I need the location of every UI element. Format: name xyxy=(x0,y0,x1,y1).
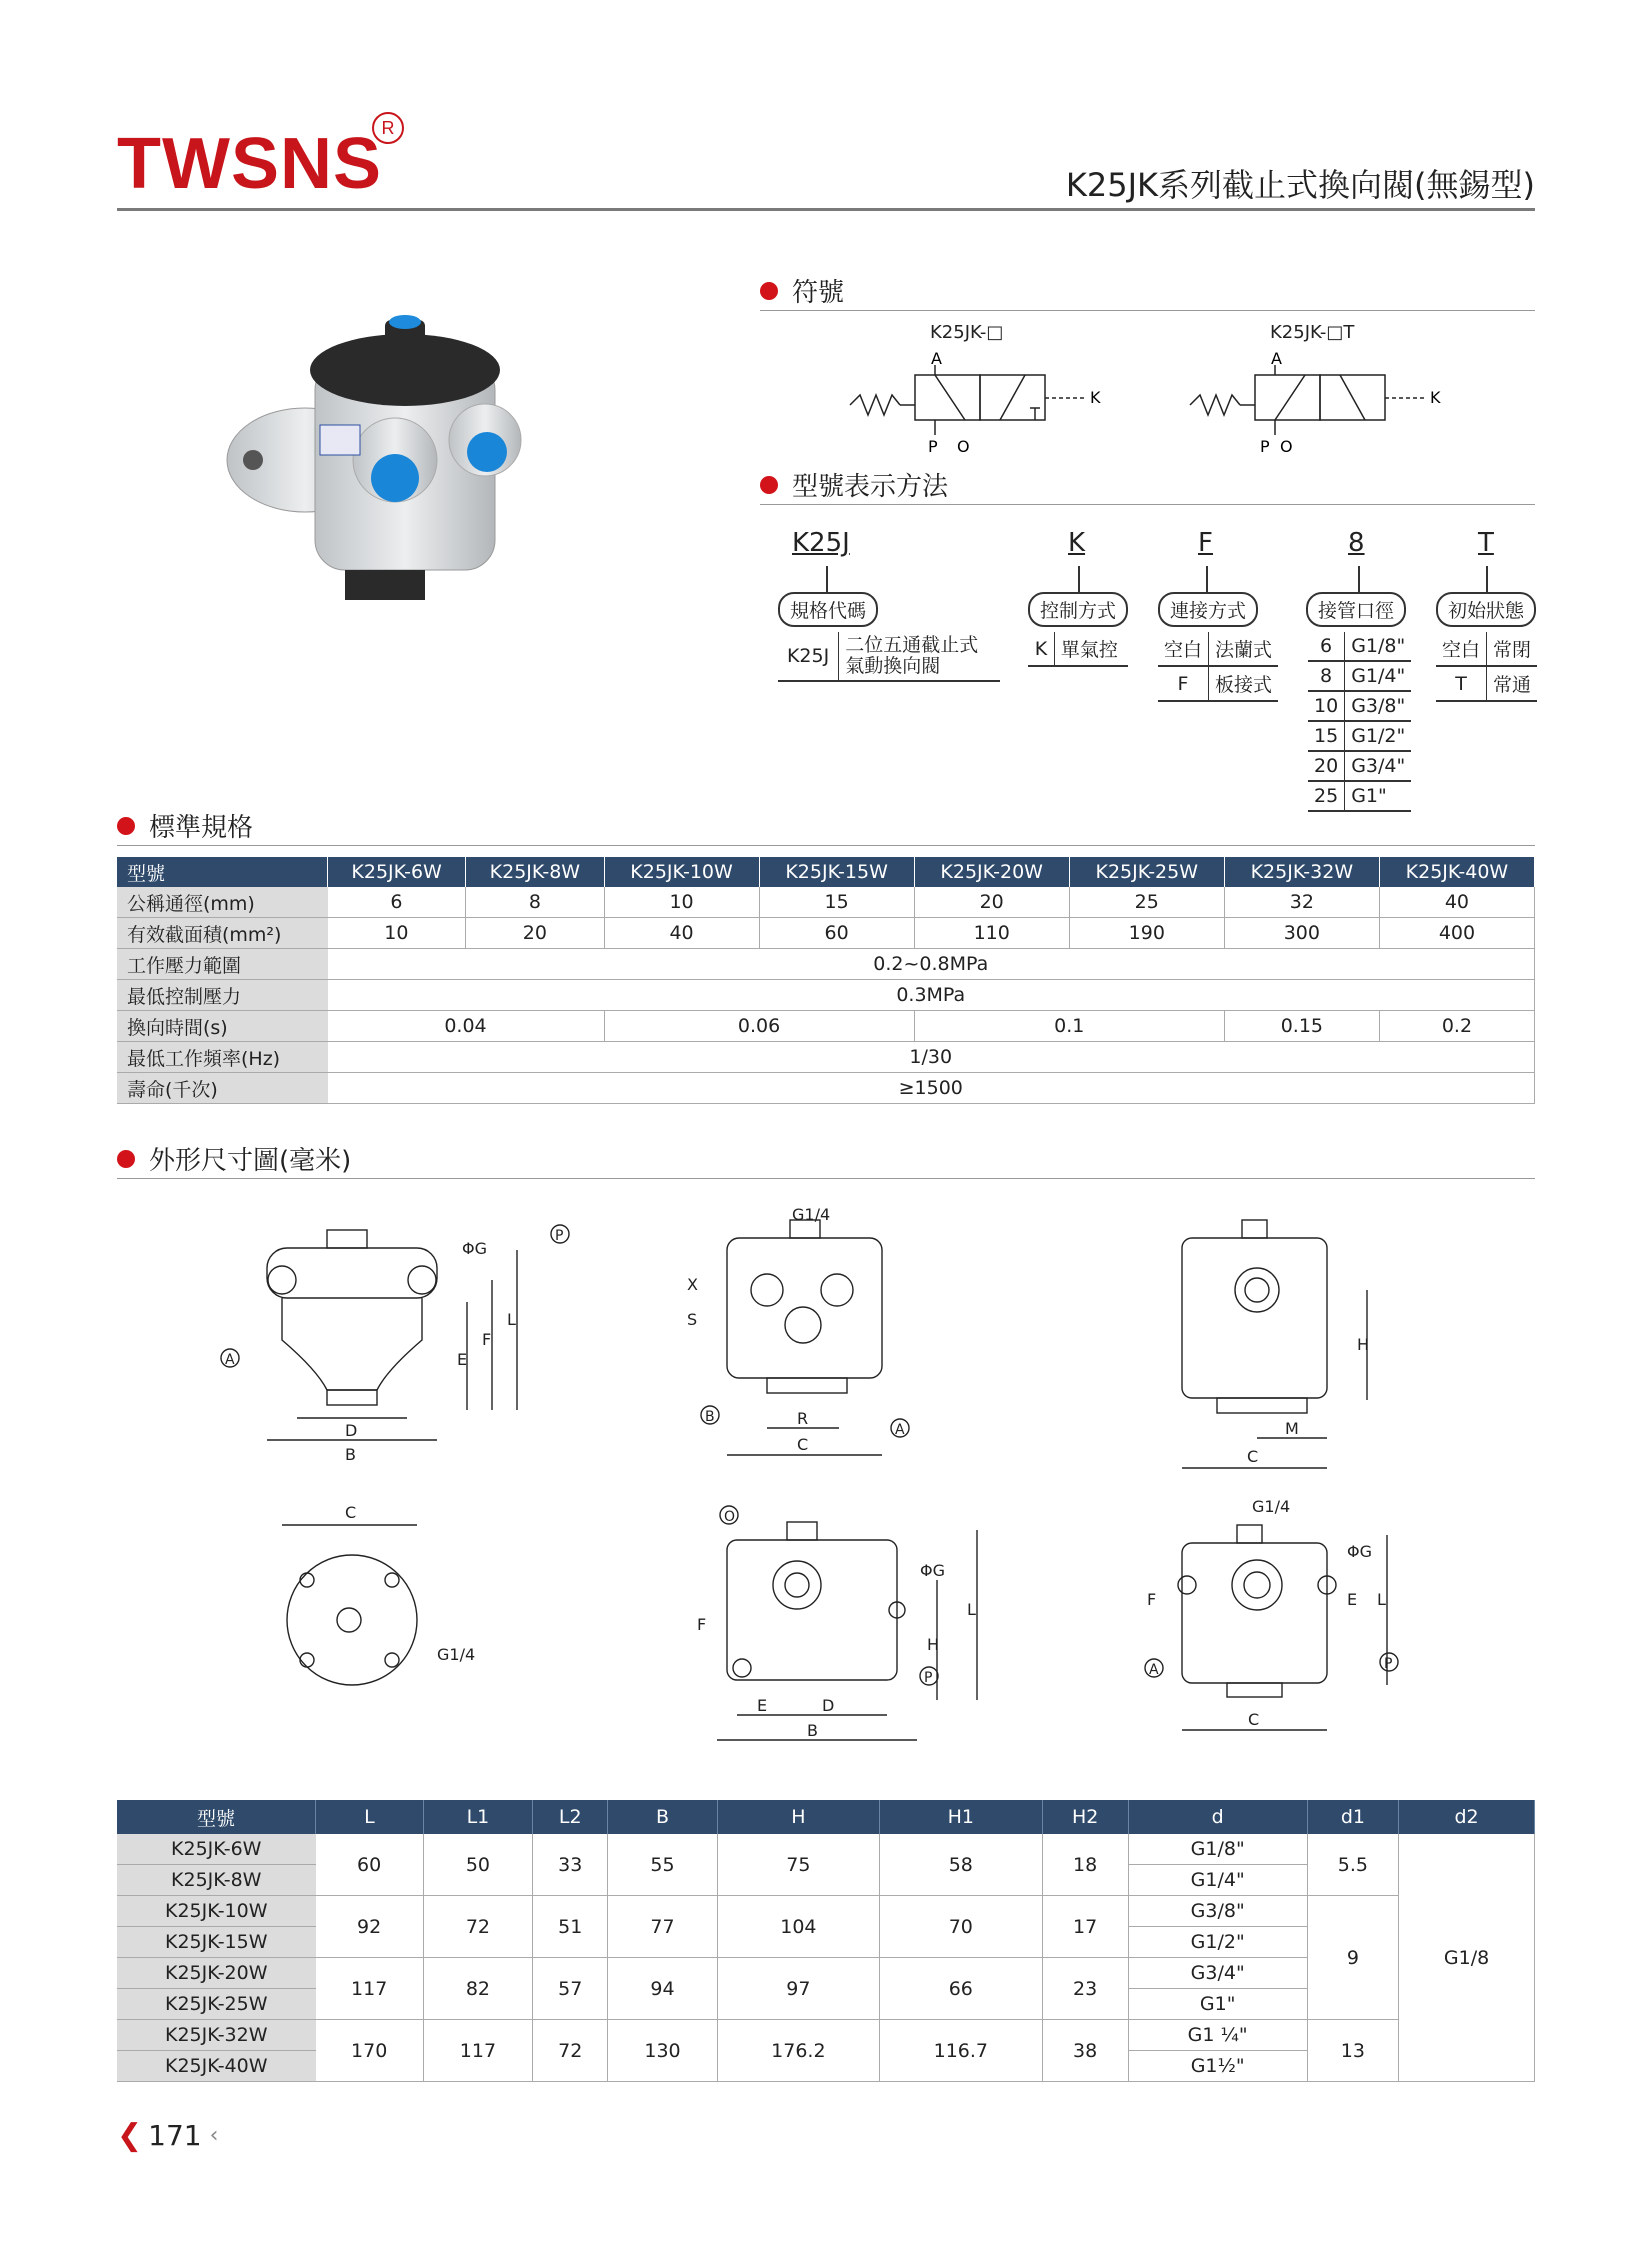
table-row xyxy=(117,1896,1535,1927)
dim-cell: 130 xyxy=(608,2020,717,2082)
dim-cell: 51 xyxy=(533,1896,608,1958)
page-title: K25JK系列截止式換向閥(無錫型) xyxy=(1065,166,1535,204)
spec-cell: 0.2 xyxy=(1379,1011,1534,1042)
dim-d-cell: G1/2" xyxy=(1128,1927,1307,1958)
dim-d-cell: G3/8" xyxy=(1128,1896,1307,1927)
dim-cell: 50 xyxy=(423,1834,532,1896)
symbol-port-k: K xyxy=(1090,388,1101,407)
dim-model-cell: K25JK-20W xyxy=(117,1958,316,1989)
dim-model-cell: K25JK-25W xyxy=(117,1989,316,2020)
dim-header-cell: L2 xyxy=(533,1800,608,1834)
drawing-front-view xyxy=(221,1225,569,1464)
bullet-dot-icon xyxy=(117,1150,135,1168)
svg-text:C: C xyxy=(1247,1447,1259,1466)
spec-cell: 0.2~0.8MPa xyxy=(328,949,1535,980)
dim-model-cell: K25JK-15W xyxy=(117,1927,316,1958)
spec-cell: 190 xyxy=(1069,918,1224,949)
spec-cell: 0.1 xyxy=(914,1011,1224,1042)
dim-header-cell: 型號 xyxy=(117,1800,316,1834)
dim-d-cell: G1 ¼" xyxy=(1128,2020,1307,2051)
dim-d-cell: G1/4" xyxy=(1128,1865,1307,1896)
dim-cell: 33 xyxy=(533,1834,608,1896)
spec-row xyxy=(117,1011,1535,1042)
symbol-label-2: K25JK-□T xyxy=(1270,322,1355,343)
dim-header-cell: d xyxy=(1128,1800,1307,1834)
dim-header-cell: H xyxy=(717,1800,879,1834)
drawing-top-view xyxy=(282,1503,475,1685)
dim-cell: 72 xyxy=(423,1896,532,1958)
dim-cell: 117 xyxy=(316,1958,424,2020)
spec-row xyxy=(117,887,1535,918)
dim-cell: 66 xyxy=(880,1958,1042,2020)
spec-row xyxy=(117,918,1535,949)
svg-text:P: P xyxy=(555,1228,564,1244)
spec-cell: 0.15 xyxy=(1224,1011,1379,1042)
svg-text:L: L xyxy=(507,1310,516,1329)
svg-text:B: B xyxy=(345,1445,356,1464)
spec-cell: 20 xyxy=(914,887,1069,918)
dim-header-cell: H2 xyxy=(1042,1800,1128,1834)
drawing-flange-view xyxy=(697,1506,977,1740)
model-title-series: 規格代碼 xyxy=(778,592,878,627)
symbol-port-o: O xyxy=(957,437,970,456)
spec-header-model: K25JK-25W xyxy=(1069,857,1224,887)
dim-d-cell: G1½" xyxy=(1128,2051,1307,2082)
spec-table xyxy=(117,857,1535,1104)
dim-cell: 77 xyxy=(608,1896,717,1958)
dim-header-cell: d1 xyxy=(1307,1800,1399,1834)
dimension-drawings xyxy=(117,1190,1535,1790)
table-row xyxy=(117,1834,1535,1865)
symbol-label-1: K25JK-□ xyxy=(930,322,1004,343)
spec-header-model: K25JK-10W xyxy=(604,857,759,887)
symbol-port-a: A xyxy=(931,350,942,368)
dim-cell: 176.2 xyxy=(717,2020,879,2082)
svg-text:O: O xyxy=(724,1509,736,1525)
model-table-state: 空白 常閉 T 常通 xyxy=(1436,632,1537,702)
svg-text:D: D xyxy=(345,1421,358,1440)
connector-line xyxy=(826,566,828,592)
dim-cell: 104 xyxy=(717,1896,879,1958)
spec-cell: 10 xyxy=(604,887,759,918)
bullet-dot-icon xyxy=(117,817,135,835)
model-title-state: 初始狀態 xyxy=(1436,592,1536,627)
svg-text:F: F xyxy=(482,1330,492,1349)
dim-cell: 72 xyxy=(533,2020,608,2082)
svg-text:E: E xyxy=(1347,1590,1358,1609)
dim-cell: 94 xyxy=(608,1958,717,2020)
svg-text:C: C xyxy=(1248,1710,1260,1729)
dim-header-cell: L1 xyxy=(423,1800,532,1834)
svg-text:R: R xyxy=(797,1409,809,1428)
spec-header-label: 型號 xyxy=(117,857,328,887)
svg-text:F: F xyxy=(1147,1590,1157,1609)
model-table-connect: 空白 法蘭式 F 板接式 xyxy=(1158,632,1278,702)
spec-row-label: 工作壓力範圍 xyxy=(117,949,328,980)
connector-line xyxy=(1486,566,1488,592)
spec-cell: 0.04 xyxy=(328,1011,605,1042)
section-symbol-rule xyxy=(760,310,1535,311)
symbol-port-p: P xyxy=(1260,437,1270,456)
symbol-port-p: P xyxy=(928,437,938,456)
svg-text:G1/4: G1/4 xyxy=(1252,1497,1291,1516)
model-code-series: K25J xyxy=(792,528,850,558)
spec-row xyxy=(117,949,1535,980)
svg-text:H: H xyxy=(1357,1335,1370,1354)
spec-cell: 8 xyxy=(466,887,604,918)
section-model-rule xyxy=(760,504,1535,505)
svg-text:H: H xyxy=(927,1635,940,1654)
svg-text:G1/4: G1/4 xyxy=(792,1205,831,1224)
svg-text:C: C xyxy=(345,1503,357,1522)
spec-cell: 400 xyxy=(1379,918,1534,949)
drawing-end-view xyxy=(1182,1220,1369,1468)
dim-cell: 55 xyxy=(608,1834,717,1896)
dim-cell: 97 xyxy=(717,1958,879,2020)
dim-d1-cell: 13 xyxy=(1307,2020,1399,2082)
section-symbol: 符號 xyxy=(760,272,844,309)
dim-model-cell: K25JK-6W xyxy=(117,1834,316,1865)
svg-text:M: M xyxy=(1285,1419,1299,1438)
spec-cell: 20 xyxy=(466,918,604,949)
svg-text:B: B xyxy=(705,1409,715,1425)
spec-cell: 60 xyxy=(759,918,914,949)
connector-line xyxy=(1206,566,1208,592)
svg-text:A: A xyxy=(1149,1662,1159,1678)
dim-cell: 92 xyxy=(316,1896,424,1958)
spec-header-model: K25JK-40W xyxy=(1379,857,1534,887)
svg-text:G1/4: G1/4 xyxy=(437,1645,476,1664)
dim-header-cell: L xyxy=(316,1800,424,1834)
svg-text:P: P xyxy=(1384,1656,1393,1672)
dim-model-cell: K25JK-10W xyxy=(117,1896,316,1927)
svg-text:E: E xyxy=(757,1696,768,1715)
model-table-port: 6 G1/8" 8 G1/4" 10 G3/8" 15 G1/2" 20 G3/4" 25 G1" xyxy=(1308,632,1411,812)
dim-d-cell: G1/8" xyxy=(1128,1834,1307,1865)
dim-cell: 60 xyxy=(316,1834,424,1896)
dim-cell: 57 xyxy=(533,1958,608,2020)
dim-d2-cell: G1/8 xyxy=(1399,1834,1535,2082)
svg-text:E: E xyxy=(457,1350,468,1369)
dim-cell: 170 xyxy=(316,2020,424,2082)
section-model: 型號表示方法 xyxy=(760,466,948,503)
section-spec-rule xyxy=(117,845,1535,846)
page-next-arrow-icon: ‹ xyxy=(209,2123,219,2148)
svg-text:S: S xyxy=(687,1310,698,1329)
spec-cell: 0.06 xyxy=(604,1011,914,1042)
svg-text:A: A xyxy=(895,1422,905,1438)
spec-cell: 32 xyxy=(1224,887,1379,918)
svg-text:L: L xyxy=(1377,1590,1386,1609)
spec-cell: 300 xyxy=(1224,918,1379,949)
symbol-port-o: O xyxy=(1280,437,1293,456)
svg-text:X: X xyxy=(687,1275,698,1294)
svg-text:F: F xyxy=(697,1615,707,1634)
spec-cell: 40 xyxy=(604,918,759,949)
dim-cell: 17 xyxy=(1042,1896,1128,1958)
spec-row xyxy=(117,1042,1535,1073)
dim-d-cell: G3/4" xyxy=(1128,1958,1307,1989)
section-dims-rule xyxy=(117,1178,1535,1179)
page-prev-arrow-icon: ❮ xyxy=(117,2118,143,2153)
spec-header-model: K25JK-32W xyxy=(1224,857,1379,887)
spec-cell: 10 xyxy=(328,918,466,949)
section-spec: 標準規格 xyxy=(117,807,253,844)
spec-row-label: 有效截面積(mm²) xyxy=(117,918,328,949)
svg-text:D: D xyxy=(822,1696,835,1715)
dim-cell: 116.7 xyxy=(880,2020,1042,2082)
symbol-diagram-2 xyxy=(1180,350,1520,460)
svg-text:C: C xyxy=(797,1435,809,1454)
model-title-control: 控制方式 xyxy=(1028,592,1128,627)
connector-line xyxy=(1358,566,1360,592)
symbol-port-k: K xyxy=(1430,388,1441,407)
dim-header-cell: B xyxy=(608,1800,717,1834)
dim-model-cell: K25JK-32W xyxy=(117,2020,316,2051)
svg-text:ΦG: ΦG xyxy=(1347,1542,1372,1561)
spec-row-label: 最低控制壓力 xyxy=(117,980,328,1011)
dim-cell: 82 xyxy=(423,1958,532,2020)
spec-header-model: K25JK-6W xyxy=(328,857,466,887)
model-title-connect: 連接方式 xyxy=(1158,592,1258,627)
dim-cell: 23 xyxy=(1042,1958,1128,2020)
spec-row-label: 壽命(千次) xyxy=(117,1073,328,1104)
dim-cell: 70 xyxy=(880,1896,1042,1958)
dim-d1-cell: 5.5 xyxy=(1307,1834,1399,1896)
spec-row-label: 公稱通徑(mm) xyxy=(117,887,328,918)
svg-text:L: L xyxy=(967,1600,976,1619)
spec-row xyxy=(117,980,1535,1011)
dim-cell: 38 xyxy=(1042,2020,1128,2082)
svg-text:P: P xyxy=(924,1670,933,1686)
spec-cell: 1/30 xyxy=(328,1042,1535,1073)
svg-text:ΦG: ΦG xyxy=(462,1239,487,1258)
spec-cell: 6 xyxy=(328,887,466,918)
spec-cell: 40 xyxy=(1379,887,1534,918)
dimension-table xyxy=(117,1800,1535,2082)
connector-line xyxy=(1078,566,1080,592)
dim-header-cell: d2 xyxy=(1399,1800,1535,1834)
model-table-series: K25J 二位五通截止式 氣動換向閥 xyxy=(778,632,1000,682)
registered-mark: R xyxy=(372,112,404,144)
svg-text:A: A xyxy=(225,1352,235,1368)
brand-logo: TWSNS xyxy=(117,124,382,204)
spec-cell: 0.3MPa xyxy=(328,980,1535,1011)
symbol-diagram-1 xyxy=(840,350,1180,460)
symbol-port-a: A xyxy=(1271,350,1282,368)
spec-header-model: K25JK-15W xyxy=(759,857,914,887)
page-number: ❮ 171 ‹ xyxy=(117,2118,219,2153)
spec-row-label: 最低工作頻率(Hz) xyxy=(117,1042,328,1073)
spec-row xyxy=(117,1073,1535,1104)
bullet-dot-icon xyxy=(760,476,778,494)
model-code-state: T xyxy=(1478,528,1494,558)
dim-cell: 75 xyxy=(717,1834,879,1896)
product-photo xyxy=(225,300,585,630)
dim-d-cell: G1" xyxy=(1128,1989,1307,2020)
dim-header-cell: H1 xyxy=(880,1800,1042,1834)
model-table-control: K 單氣控 xyxy=(1028,632,1128,667)
model-code-connect: F xyxy=(1198,528,1213,558)
svg-text:B: B xyxy=(807,1721,818,1740)
model-title-port: 接管口徑 xyxy=(1306,592,1406,627)
header-divider xyxy=(117,208,1535,211)
model-code-control: K xyxy=(1068,528,1086,558)
dim-cell: 58 xyxy=(880,1834,1042,1896)
dim-d1-cell: 9 xyxy=(1307,1896,1399,2020)
section-dims: 外形尺寸圖(毫米) xyxy=(117,1140,351,1177)
spec-header-model: K25JK-8W xyxy=(466,857,604,887)
dim-model-cell: K25JK-8W xyxy=(117,1865,316,1896)
drawing-side-view xyxy=(687,1205,909,1455)
svg-text:ΦG: ΦG xyxy=(920,1561,945,1580)
dim-cell: 18 xyxy=(1042,1834,1128,1896)
model-code-port: 8 xyxy=(1348,528,1365,558)
spec-header-model: K25JK-20W xyxy=(914,857,1069,887)
spec-cell: 25 xyxy=(1069,887,1224,918)
dim-cell: 117 xyxy=(423,2020,532,2082)
spec-cell: 110 xyxy=(914,918,1069,949)
drawing-flange-end-view xyxy=(1145,1497,1398,1730)
spec-row-label: 換向時間(s) xyxy=(117,1011,328,1042)
spec-cell: 15 xyxy=(759,887,914,918)
table-row xyxy=(117,2020,1535,2051)
bullet-dot-icon xyxy=(760,282,778,300)
dim-model-cell: K25JK-40W xyxy=(117,2051,316,2082)
spec-cell: ≥1500 xyxy=(328,1073,1535,1104)
